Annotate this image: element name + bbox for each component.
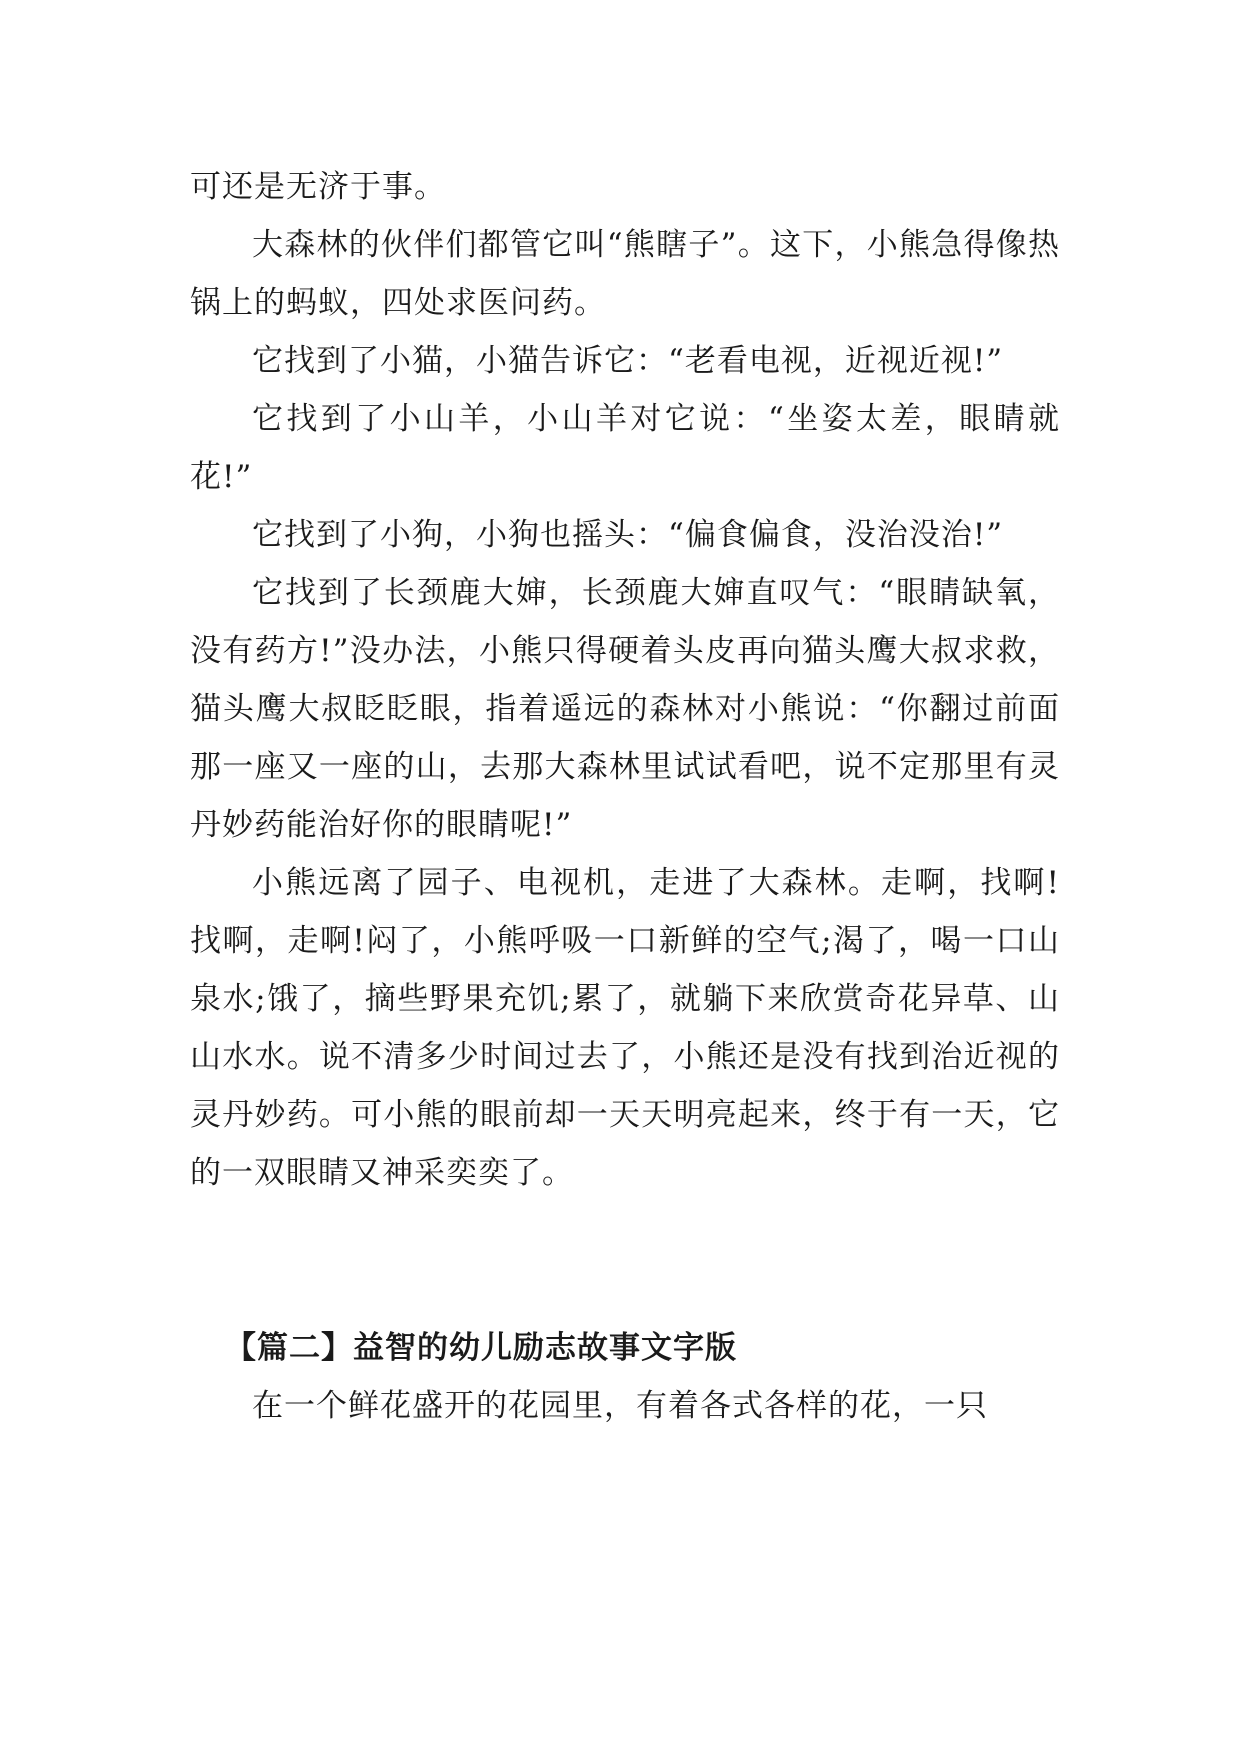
paragraph: 大森林的伙伴们都管它叫“熊瞎子”。这下，小熊急得像热锅上的蚂蚁，四处求医问药。 [190, 227, 1060, 321]
paragraph: 它找到了小山羊，小山羊对它说：“坐姿太差，眼睛就花!” [190, 401, 1060, 495]
text-column [190, 158, 1060, 1435]
paragraph: 它找到了小狗，小狗也摇头：“偏食偏食，没治没治!” [252, 517, 1004, 553]
paragraph: 它找到了小猫，小猫告诉它：“老看电视，近视近视!” [252, 343, 1004, 379]
section-title: 【篇二】益智的幼儿励志故事文字版 [225, 1330, 737, 1366]
paragraph: 小熊远离了园子、电视机，走进了大森林。走啊，找啊!找啊，走啊!闷了，小熊呼吸一口新鲜的空气;渴了，喝一口山泉水;饿了，摘些野果充饥;累了，就躺下来欣赏奇花异草、山山水水。说不清多少时间过去了，小熊还是没有找到治近视的灵丹妙药。可小熊的眼前却一天天明亮起来，终于有一天，它的一双眼睛又神采奕奕了。 [190, 865, 1060, 1191]
paragraph-continuation: 可还是无济于事。 [190, 169, 446, 205]
paragraph: 它找到了长颈鹿大婶，长颈鹿大婶直叹气：“眼睛缺氧，没有药方!”没办法，小熊只得硬着头皮再向猫头鹰大叔求救，猫头鹰大叔眨眨眼，指着遥远的森林对小熊说：“你翻过前面那一座又一座的山，去那大森林里试试看吧，说不定那里有灵丹妙药能治好你的眼睛呢!” [190, 575, 1060, 843]
paragraph: 在一个鲜花盛开的花园里，有着各式各样的花，一只 [252, 1388, 988, 1424]
